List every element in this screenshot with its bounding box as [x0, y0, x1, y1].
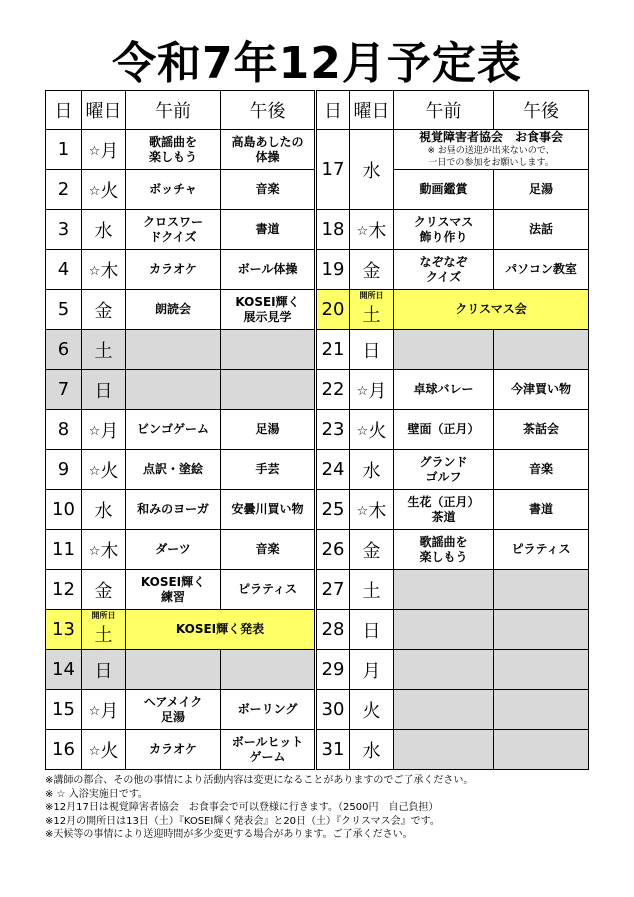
- table-row: [46, 250, 589, 290]
- weekday: 月: [100, 140, 119, 162]
- pm-activity: ボールヒット ゲーム: [221, 730, 316, 770]
- header-am: 午前: [126, 91, 221, 130]
- pm-activity: ボーリング: [221, 690, 316, 730]
- header-pm: 午後: [494, 91, 589, 130]
- day-number: 13: [46, 610, 82, 650]
- weekday: 水: [94, 220, 113, 242]
- am-activity: [126, 650, 221, 690]
- am-activity: なぞなぞ クイズ: [394, 250, 494, 290]
- weekday: 日: [94, 380, 113, 402]
- table-row: [46, 530, 589, 570]
- open-day-tag: 開所日: [91, 611, 116, 620]
- table-row: [46, 610, 589, 650]
- day-number: 20: [316, 290, 350, 330]
- day-number: 31: [316, 730, 350, 770]
- header-weekday: 曜日: [350, 91, 394, 130]
- event-17-title: 視覚障害者協会 お食事会: [418, 130, 563, 144]
- note-line: ※講師の都合、その他の事情により活動内容は変更になることがありますのでご了承ください。: [45, 775, 474, 786]
- am-activity: [394, 330, 494, 370]
- table-row: [46, 130, 589, 170]
- weekday: 火: [368, 420, 387, 442]
- weekday: 水: [362, 740, 381, 762]
- pm-activity: ボール体操: [221, 250, 316, 290]
- bath-star-icon: ☆: [88, 543, 101, 559]
- day-number: 29: [316, 650, 350, 690]
- weekday: 金: [362, 260, 381, 282]
- weekday-cell: [350, 130, 394, 210]
- pm-activity: 安曇川買い物: [221, 490, 316, 530]
- bath-star-icon: ☆: [88, 183, 101, 199]
- day-number: 5: [46, 290, 82, 330]
- day-number: 10: [46, 490, 82, 530]
- weekday: 木: [100, 260, 119, 282]
- am-activity: [394, 650, 494, 690]
- am-activity: 卓球バレー: [394, 370, 494, 410]
- day-number: 17: [316, 130, 350, 210]
- weekday-cell: [82, 490, 126, 530]
- day-number: 4: [46, 250, 82, 290]
- am-activity: クリスマス 飾り作り: [394, 210, 494, 250]
- weekday: 土: [94, 624, 113, 646]
- weekday: 日: [94, 660, 113, 682]
- bath-star-icon: ☆: [88, 143, 101, 159]
- am-activity: ダーツ: [126, 530, 221, 570]
- am-activity: 動画鑑賞: [394, 170, 494, 210]
- pm-activity: 法話: [494, 210, 589, 250]
- day-number: 24: [316, 450, 350, 490]
- weekday-cell: [350, 410, 394, 450]
- table-row: [46, 570, 589, 610]
- day-number: 21: [316, 330, 350, 370]
- weekday: 金: [94, 300, 113, 322]
- pm-activity: 音楽: [494, 450, 589, 490]
- table-row: [46, 210, 589, 250]
- day-number: 23: [316, 410, 350, 450]
- weekday-cell: [350, 250, 394, 290]
- weekday: 土: [94, 340, 113, 362]
- weekday-cell: [82, 130, 126, 170]
- am-activity: [126, 370, 221, 410]
- table-row: [46, 330, 589, 370]
- weekday-cell: [350, 210, 394, 250]
- day-number: 9: [46, 450, 82, 490]
- pm-activity: パソコン教室: [494, 250, 589, 290]
- header-day: 日: [46, 91, 82, 130]
- am-activity: 歌謡曲を 楽しもう: [394, 530, 494, 570]
- weekday-cell: [350, 650, 394, 690]
- am-activity: ボッチャ: [126, 170, 221, 210]
- pm-activity: [494, 570, 589, 610]
- weekday-cell: [82, 330, 126, 370]
- weekday-cell: [82, 650, 126, 690]
- weekday: 月: [368, 380, 387, 402]
- bath-star-icon: ☆: [88, 263, 101, 279]
- weekday-cell: [82, 610, 126, 650]
- am-activity: 和みのヨーガ: [126, 490, 221, 530]
- weekday-cell: [350, 730, 394, 770]
- weekday: 月: [100, 700, 119, 722]
- pm-activity: 音楽: [221, 530, 316, 570]
- am-activity: カラオケ: [126, 730, 221, 770]
- weekday-cell: [350, 570, 394, 610]
- bath-star-icon: ☆: [88, 743, 101, 759]
- am-activity: 朗読会: [126, 290, 221, 330]
- weekday: 金: [94, 580, 113, 602]
- weekday: 木: [368, 500, 387, 522]
- table-row: [46, 730, 589, 770]
- weekday-cell: [350, 290, 394, 330]
- weekday: 水: [94, 500, 113, 522]
- weekday: 水: [362, 160, 381, 182]
- day-number: 6: [46, 330, 82, 370]
- weekday-cell: [350, 690, 394, 730]
- table-row: [46, 490, 589, 530]
- am-activity: 生花（正月） 茶道: [394, 490, 494, 530]
- weekday-cell: [82, 370, 126, 410]
- weekday: 土: [362, 304, 381, 326]
- pm-activity: [221, 370, 316, 410]
- header-pm: 午後: [221, 91, 316, 130]
- weekday: 月: [362, 660, 381, 682]
- am-activity: 歌謡曲を 楽しもう: [126, 130, 221, 170]
- day-number: 3: [46, 210, 82, 250]
- day-number: 2: [46, 170, 82, 210]
- weekday-cell: [350, 490, 394, 530]
- event-17: [394, 130, 589, 170]
- am-activity: KOSEI輝く 練習: [126, 570, 221, 610]
- weekday-cell: [82, 690, 126, 730]
- table-row: [46, 450, 589, 490]
- weekday: 月: [100, 420, 119, 442]
- bath-star-icon: ☆: [356, 223, 369, 239]
- table-row: [46, 290, 589, 330]
- am-activity: [394, 570, 494, 610]
- weekday-cell: [82, 570, 126, 610]
- header-row: [46, 91, 589, 130]
- am-activity: [394, 610, 494, 650]
- weekday-cell: [82, 450, 126, 490]
- pm-activity: [494, 690, 589, 730]
- am-activity: [126, 330, 221, 370]
- am-activity: カラオケ: [126, 250, 221, 290]
- weekday-cell: [350, 450, 394, 490]
- note-line: ※天候等の事情により送迎時間が多少変更する場合があります。ご了承ください。: [45, 829, 413, 840]
- weekday-cell: [82, 410, 126, 450]
- day-number: 12: [46, 570, 82, 610]
- pm-activity: 手芸: [221, 450, 316, 490]
- weekday: 火: [100, 180, 119, 202]
- weekday-cell: [82, 250, 126, 290]
- pm-activity: KOSEI輝く 展示見学: [221, 290, 316, 330]
- table-row: [46, 690, 589, 730]
- bath-star-icon: ☆: [88, 703, 101, 719]
- header-day: 日: [316, 91, 350, 130]
- open-day-event: KOSEI輝く発表: [126, 610, 316, 650]
- am-activity: クロスワー ドクイズ: [126, 210, 221, 250]
- table-row: [46, 650, 589, 690]
- bath-star-icon: ☆: [88, 463, 101, 479]
- day-number: 19: [316, 250, 350, 290]
- pm-activity: [494, 650, 589, 690]
- day-number: 11: [46, 530, 82, 570]
- am-activity: ビンゴゲーム: [126, 410, 221, 450]
- pm-activity: [494, 330, 589, 370]
- weekday: 水: [362, 460, 381, 482]
- event-17-note: ※ お昼の送迎が出来ないので、 一日での参加をお願いします。: [427, 146, 555, 168]
- am-activity: 点訳・塗絵: [126, 450, 221, 490]
- weekday-cell: [82, 170, 126, 210]
- am-activity: 壁面（正月）: [394, 410, 494, 450]
- header-am: 午前: [394, 91, 494, 130]
- notes: [45, 774, 605, 842]
- note-line: ※12月の開所日は13日（土）『KOSEI輝く発表会』と20日（土）『クリスマス会』です。: [45, 815, 440, 827]
- weekday: 火: [362, 700, 381, 722]
- note-line: ※ ☆ 入浴実施日です。: [45, 788, 148, 800]
- open-day-tag: 開所日: [359, 291, 384, 300]
- pm-activity: [221, 650, 316, 690]
- day-number: 7: [46, 370, 82, 410]
- weekday: 日: [362, 620, 381, 642]
- weekday-cell: [350, 530, 394, 570]
- weekday: 日: [362, 340, 381, 362]
- bath-star-icon: ☆: [88, 423, 101, 439]
- pm-activity: [221, 330, 316, 370]
- weekday-cell: [350, 610, 394, 650]
- note-line: ※12月17日は視覚障害者協会 お食事会で可以登様に行きます。（2500円 自己負担）: [45, 802, 439, 813]
- weekday: 金: [362, 540, 381, 562]
- am-activity: ヘアメイク 足湯: [126, 690, 221, 730]
- weekday-cell: [350, 370, 394, 410]
- weekday-cell: [82, 530, 126, 570]
- day-number: 15: [46, 690, 82, 730]
- am-activity: [394, 730, 494, 770]
- day-number: 22: [316, 370, 350, 410]
- weekday: 火: [100, 740, 119, 762]
- pm-activity: 書道: [221, 210, 316, 250]
- bath-star-icon: ☆: [356, 503, 369, 519]
- day-number: 18: [316, 210, 350, 250]
- day-number: 14: [46, 650, 82, 690]
- day-number: 30: [316, 690, 350, 730]
- weekday: 土: [362, 580, 381, 602]
- pm-activity: [494, 730, 589, 770]
- schedule-table: [45, 90, 589, 770]
- weekday: 木: [368, 220, 387, 242]
- weekday: 木: [100, 540, 119, 562]
- weekday-cell: [82, 210, 126, 250]
- day-number: 1: [46, 130, 82, 170]
- pm-activity: 足湯: [494, 170, 589, 210]
- day-number: 16: [46, 730, 82, 770]
- pm-activity: 高島あしたの 体操: [221, 130, 316, 170]
- pm-activity: 今津買い物: [494, 370, 589, 410]
- day-number: 26: [316, 530, 350, 570]
- day-number: 8: [46, 410, 82, 450]
- weekday: 火: [100, 460, 119, 482]
- weekday-cell: [350, 330, 394, 370]
- pm-activity: [494, 610, 589, 650]
- weekday-cell: [82, 730, 126, 770]
- table-row: [46, 370, 589, 410]
- pm-activity: 足湯: [221, 410, 316, 450]
- day-number: 25: [316, 490, 350, 530]
- pm-activity: 音楽: [221, 170, 316, 210]
- bath-star-icon: ☆: [356, 423, 369, 439]
- pm-activity: ピラティス: [494, 530, 589, 570]
- open-day-event: クリスマス会: [394, 290, 589, 330]
- weekday-cell: [82, 290, 126, 330]
- am-activity: [394, 690, 494, 730]
- header-weekday: 曜日: [82, 91, 126, 130]
- day-number: 27: [316, 570, 350, 610]
- page-title: 令和7年12月予定表: [112, 38, 522, 89]
- day-number: 28: [316, 610, 350, 650]
- pm-activity: ピラティス: [221, 570, 316, 610]
- table-row: [46, 410, 589, 450]
- pm-activity: 書道: [494, 490, 589, 530]
- bath-star-icon: ☆: [356, 383, 369, 399]
- pm-activity: 茶話会: [494, 410, 589, 450]
- am-activity: グランド ゴルフ: [394, 450, 494, 490]
